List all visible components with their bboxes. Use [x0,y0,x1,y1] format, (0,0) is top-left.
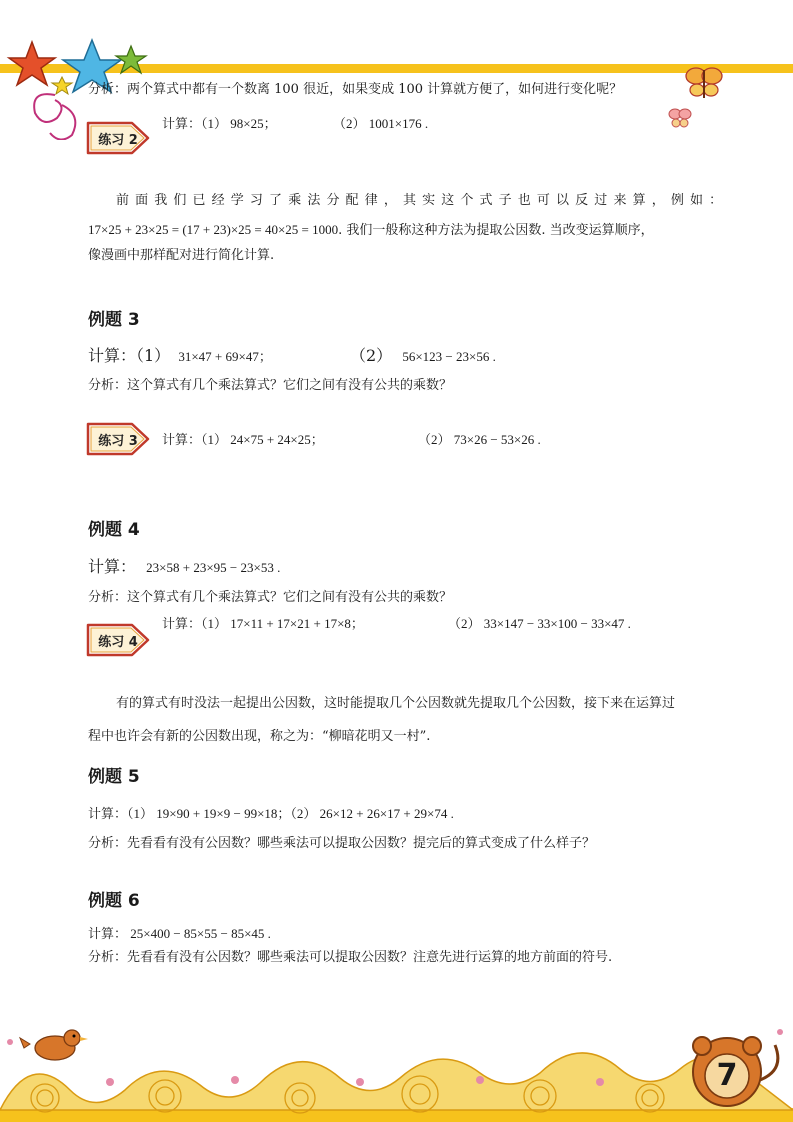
practice-4-label: 练习 4 [98,635,138,650]
page-number: 7 [716,1058,738,1093]
practice-3-label: 练习 3 [98,434,138,449]
butterfly-icon [684,64,724,102]
small-butterfly-icon [668,106,692,130]
para-2-line-2: 程中也许会有新的公因数出现，称之为：“柳暗花明又一村”. [88,729,431,744]
stars-decoration-icon [0,0,170,140]
practice-4-q2: （2） 33×147 − 33×100 − 33×47 . [448,616,631,631]
example-3-part2-prefix: （2） [350,346,393,365]
practice-3-badge [86,421,150,457]
example-3-math-2: 56×123 − 23×56 . [402,349,496,364]
bottom-swirl-decoration-icon [0,1010,793,1122]
practice-2-badge [86,120,150,156]
example-4-math: 23×58 + 23×95 − 23×53 . [146,560,281,575]
intro-line-1: 前 面 我 们 已 经 学 习 了 乘 法 分 配 律 ， 其 实 这 个 式 子 也 可 以 反 过 来 算 ， 例 如 ： [116,193,724,208]
practice-3-q2: （2） 73×26 − 53×26 . [418,432,541,447]
example-4-prefix: 计算： [88,557,137,576]
practice-3-q1: 计算：（1） 24×75 + 24×25； [162,432,324,447]
example-5-analysis: 分析：先看看有没有公因数？哪些乘法可以提取公因数？提完后的算式变成了什么样子？ [88,836,596,851]
example-4-title: 例题 4 [88,520,140,540]
para-2-line-1: 有的算式有时没法一起提出公因数，这时能提取几个公因数就先提取几个公因数，接下来在运算过 [116,696,676,711]
intro-line-2-text: . 我们一般称这种方法为提取公因数. 当改变运算顺序， [338,223,654,238]
practice-2-q1: 计算：（1） 98×25； [162,116,277,131]
bird-icon [20,1030,88,1060]
example-6-analysis: 分析：先看看有没有公因数？哪些乘法可以提取公因数？注意先进行运算的地方前面的符号. [88,950,613,965]
example-4-analysis: 分析：这个算式有几个乘法算式？它们之间有没有公共的乘数？ [88,590,453,605]
top-analysis: 分析：两个算式中都有一个数离 100 很近，如果变成 100 计算就方便了，如何进行变化呢？ [88,82,623,97]
practice-4-badge [86,622,150,658]
example-3-math-1: 31×47 + 69×47； [178,349,272,364]
practice-2-label: 练习 2 [98,133,138,148]
example-3-title: 例题 3 [88,310,140,330]
intro-line-2 [88,222,654,239]
intro-formula: 17×25 + 23×25 = (17 + 23)×25 = 40×25 = 1000 [88,222,339,237]
example-5-question: 计算：（1） 19×90 + 19×9 − 99×18；（2） 26×12 + 26×17 + 29×74 . [88,806,454,821]
example-5-title: 例题 5 [88,767,140,787]
intro-line-3: 像漫画中那样配对进行简化计算. [88,248,275,263]
example-3-question-2 [350,348,496,366]
example-3-question [88,348,272,366]
practice-2-q2: （2） 1001×176 . [333,116,429,131]
example-6-title: 例题 6 [88,891,140,911]
practice-4-q1: 计算：（1） 17×11 + 17×21 + 17×8； [162,616,364,631]
example-6-question: 计算： 25×400 − 85×55 − 85×45 . [88,926,271,941]
example-4-question [88,559,280,577]
example-3-prefix: 计算：（1） [88,346,171,365]
example-3-analysis: 分析：这个算式有几个乘法算式？它们之间有没有公共的乘数？ [88,378,453,393]
